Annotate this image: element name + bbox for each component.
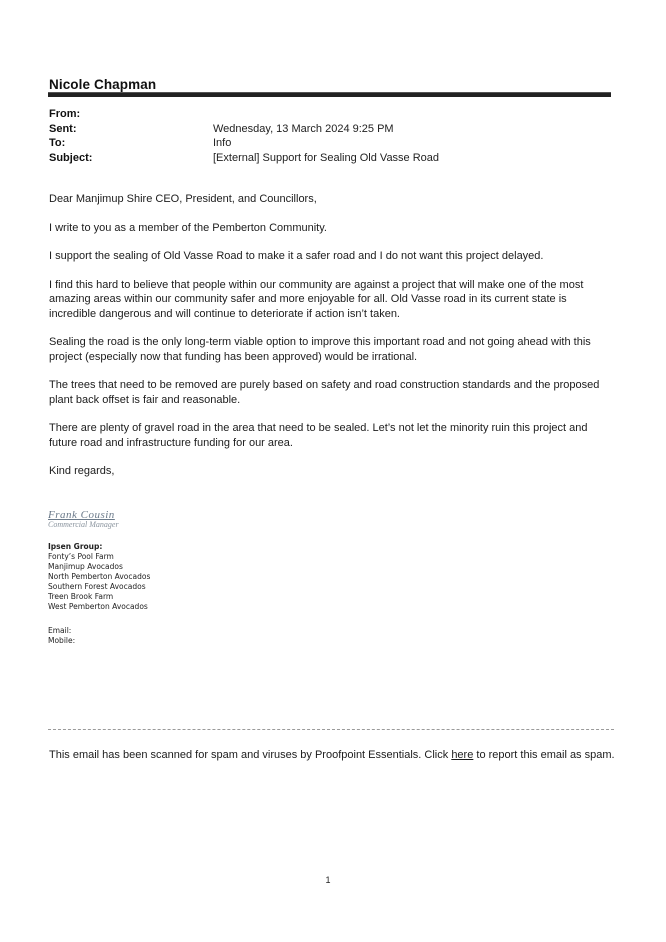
footer-divider	[48, 729, 614, 730]
sender-name: Nicole Chapman	[49, 77, 157, 92]
email-body	[49, 192, 614, 493]
signature-name: Frank Cousin	[48, 509, 115, 521]
to-value: Info	[213, 137, 232, 149]
body-paragraph: The trees that need to be removed are purely based on safety and road construction standards and the proposed plant back offset is fair and reasonable.	[49, 379, 600, 406]
company-item: West Pemberton Avocados	[48, 602, 148, 611]
subject-row	[49, 151, 439, 166]
to-label: To:	[49, 137, 66, 149]
subject-value: [External] Support for Sealing Old Vasse Road	[213, 151, 440, 164]
company-item: Fonty’s Pool Farm	[48, 552, 114, 561]
sent-row	[49, 122, 439, 137]
company-item: North Pemberton Avocados	[48, 572, 151, 581]
company-item: Manjimup Avocados	[48, 562, 123, 571]
body-paragraph: Dear Manjimup Shire CEO, President, and Councillors,	[49, 193, 317, 205]
sent-value: Wednesday, 13 March 2024 9:25 PM	[213, 122, 394, 135]
notice-text-before: This email has been scanned for spam and viruses by Proofpoint Essentials. Click	[49, 749, 452, 761]
from-row	[49, 107, 439, 122]
company-heading: Ipsen Group:	[48, 542, 103, 551]
email-header	[49, 107, 439, 165]
spam-scan-notice	[49, 749, 615, 761]
company-item: Treen Brook Farm	[48, 592, 114, 601]
email-label: Email:	[48, 626, 72, 635]
report-spam-link[interactable]: here	[451, 749, 474, 761]
page-number: 1	[325, 875, 331, 885]
closing: Kind regards,	[49, 465, 115, 477]
company-list	[48, 542, 150, 612]
notice-text-after: to report this email as spam.	[473, 749, 615, 761]
company-item: Southern Forest Avocados	[48, 582, 146, 591]
sent-label: Sent:	[49, 122, 77, 135]
body-paragraph: I find this hard to believe that people within our community are against a project that will make one of the most amazing areas within our community safer and more enjoyable for all. Old Vasse road in its current state is incredible dangerous and will continue to deteriorate if action isn’t taken.	[49, 278, 584, 320]
contact-details	[48, 626, 75, 646]
body-paragraph: There are plenty of gravel road in the area that need to be sealed. Let’s not let the minority ruin this project and future road and infrastructure funding for our area.	[49, 422, 588, 449]
mobile-label: Mobile:	[48, 636, 76, 645]
body-paragraph: Sealing the road is the only long-term viable option to improve this important road and not going ahead with this project (especially now that funding has been approved) would be irrational.	[49, 336, 591, 363]
to-row	[49, 136, 439, 151]
subject-label: Subject:	[49, 151, 93, 164]
signature-title: Commercial Manager	[48, 520, 119, 529]
body-paragraph: I write to you as a member of the Pemberton Community.	[49, 221, 327, 234]
from-label: From:	[49, 108, 81, 120]
body-paragraph: I support the sealing of Old Vasse Road to make it a safer road and I do not want this project delayed.	[49, 250, 544, 262]
signature-block	[48, 509, 119, 529]
header-divider	[48, 92, 611, 97]
